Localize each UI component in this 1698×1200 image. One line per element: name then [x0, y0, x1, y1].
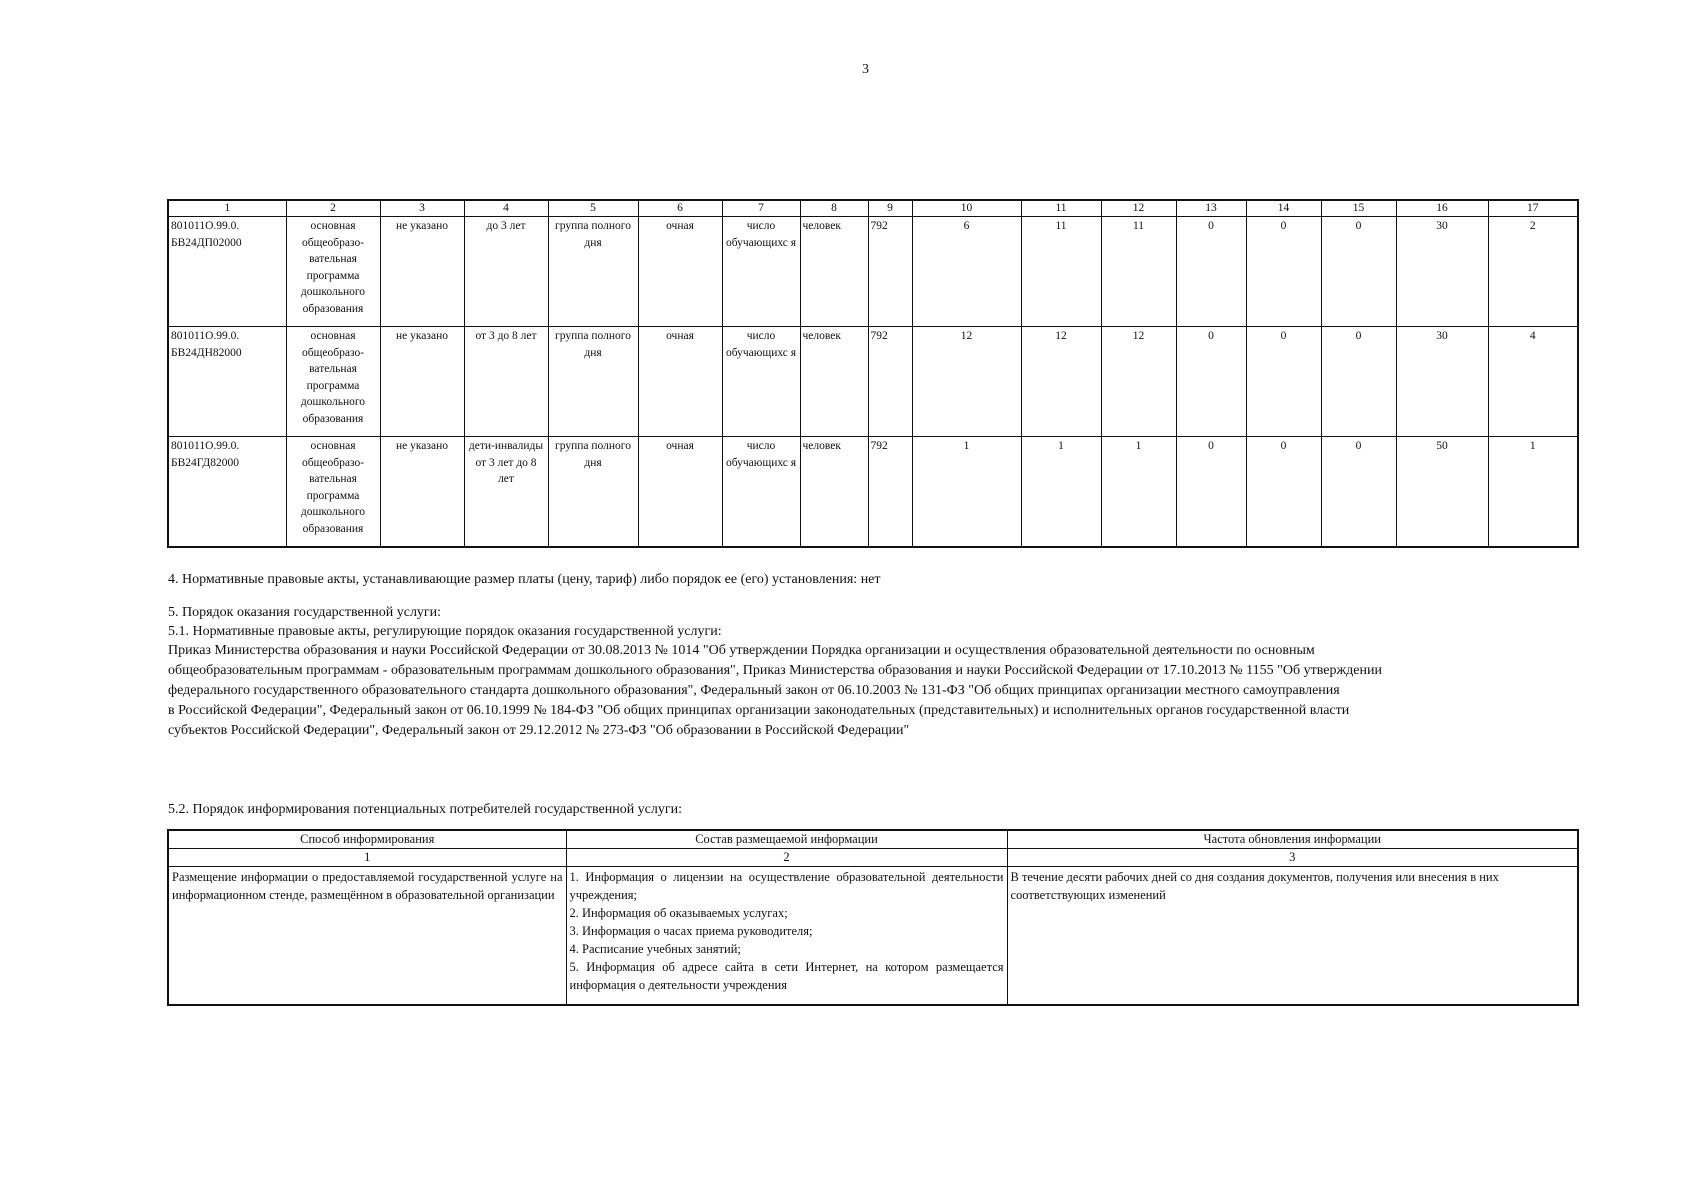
program-cell: основная общеобразо-вательная программа дошкольного образования [286, 327, 380, 437]
table-row [168, 437, 1578, 547]
table-cell: очная [638, 327, 722, 437]
table-cell: очная [638, 437, 722, 547]
col-number: 1 [168, 849, 566, 867]
body-line: общеобразовательным программам - образовательным программам дошкольного образования", Приказ Министерства образования и науки Российской Федерации от 17.10.2013 № 1155 "Об утверждении [168, 663, 1382, 678]
table-cell: человек [800, 327, 868, 437]
table-cell: 30 [1396, 217, 1488, 327]
body-line: в Российской Федерации", Федеральный закон от 06.10.1999 № 184-ФЗ "Об общих принципах организации законодательных (представительных) и исполнительных органов государственной власти [168, 703, 1350, 718]
col-number: 3 [1007, 849, 1578, 867]
registry-code-cell: 801011О.99.0. БВ24ГД82000 [168, 437, 286, 547]
table-cell: 11 [1101, 217, 1176, 327]
table-cell: 4 [1488, 327, 1578, 437]
list-item: 4. Расписание учебных занятий; [569, 942, 741, 956]
list-item: 5. Информация об адресе сайта в сети Интернет, на котором размещается информация о деятельности учреждения [569, 960, 1004, 992]
col-number: 2 [566, 849, 1007, 867]
table-cell: 1 [912, 437, 1021, 547]
table-cell: не указано [380, 217, 464, 327]
table-row [168, 217, 1578, 327]
table-cell: 30 [1396, 327, 1488, 437]
table-cell: от 3 до 8 лет [464, 327, 548, 437]
program-cell: основная общеобразо-вательная программа дошкольного образования [286, 437, 380, 547]
table-cell: 0 [1321, 437, 1396, 547]
section-5-1-title: 5.1. Нормативные правовые акты, регулирующие порядок оказания государственной услуги: [168, 624, 722, 639]
table-cell: 50 [1396, 437, 1488, 547]
col-header: 2 [286, 200, 380, 217]
table-cell: до 3 лет [464, 217, 548, 327]
table-cell: 2 [1488, 217, 1578, 327]
table-cell: 0 [1176, 437, 1246, 547]
list-item: 2. Информация об оказываемых услугах; [569, 906, 788, 920]
col-header: 13 [1176, 200, 1246, 217]
section-5-title: 5. Порядок оказания государственной услуги: [168, 605, 442, 620]
table-header-row [168, 830, 1578, 849]
list-item: 1. Информация о лицензии на осуществление образовательной деятельности учреждения; [569, 870, 1004, 902]
table-cell: человек [800, 437, 868, 547]
table-cell: 1 [1101, 437, 1176, 547]
section-5-2-title: 5.2. Порядок информирования потенциальных потребителей государственной услуги: [168, 802, 683, 817]
col-header: 11 [1021, 200, 1101, 217]
table-header-row [168, 200, 1578, 217]
table-cell: 1 [1488, 437, 1578, 547]
table-cell: 792 [868, 327, 912, 437]
table-cell: 6 [912, 217, 1021, 327]
table-cell: не указано [380, 327, 464, 437]
table-row [168, 327, 1578, 437]
table-cell: группа полного дня [548, 437, 638, 547]
table-cell: 0 [1176, 327, 1246, 437]
table-cell: дети-инвалиды от 3 лет до 8 лет [464, 437, 548, 547]
table-cell: группа полного дня [548, 217, 638, 327]
col-header: 8 [800, 200, 868, 217]
table-cell: очная [638, 217, 722, 327]
col-header: 4 [464, 200, 548, 217]
col-header: 17 [1488, 200, 1578, 217]
table-cell: 0 [1176, 217, 1246, 327]
table-cell: 0 [1246, 217, 1321, 327]
table-cell: 12 [912, 327, 1021, 437]
col-header: 5 [548, 200, 638, 217]
table-cell: группа полного дня [548, 327, 638, 437]
table-cell: не указано [380, 437, 464, 547]
table-cell: 11 [1021, 217, 1101, 327]
col-header: Состав размещаемой информации [566, 830, 1007, 849]
registry-code-cell: 801011О.99.0. БВ24ДН82000 [168, 327, 286, 437]
content-cell [566, 867, 1007, 1005]
col-header: 12 [1101, 200, 1176, 217]
service-volume-table [167, 199, 1579, 548]
section-4-text: 4. Нормативные правовые акты, устанавливающие размер платы (цену, тариф) либо порядок ее (его) установления: нет [168, 572, 881, 587]
table-cell: 0 [1321, 327, 1396, 437]
col-header: 9 [868, 200, 912, 217]
table-cell: 12 [1101, 327, 1176, 437]
col-header: 3 [380, 200, 464, 217]
page-number: 3 [862, 62, 869, 77]
col-header: 6 [638, 200, 722, 217]
col-header: 10 [912, 200, 1021, 217]
table-cell: число обучающихс я [722, 327, 800, 437]
body-line: Приказ Министерства образования и науки Российской Федерации от 30.08.2013 № 1014 "Об утверждении Порядка организации и осуществления образовательной деятельности по основным [168, 643, 1315, 658]
col-header: Частота обновления информации [1007, 830, 1578, 849]
section-5-1-body [168, 641, 1568, 741]
table-cell: 0 [1246, 327, 1321, 437]
table-cell: 792 [868, 217, 912, 327]
information-table [167, 829, 1579, 1006]
table-cell: 12 [1021, 327, 1101, 437]
table-cell: человек [800, 217, 868, 327]
body-line: субъектов Российской Федерации", Федеральный закон от 29.12.2012 № 273-ФЗ "Об образовании в Российской Федерации" [168, 723, 910, 738]
table-cell: число обучающихс я [722, 217, 800, 327]
list-item: 3. Информация о часах приема руководителя; [569, 924, 813, 938]
frequency-cell: В течение десяти рабочих дней со дня создания документов, получения или внесения в них соответствующих изменений [1007, 867, 1578, 1005]
col-header: 1 [168, 200, 286, 217]
table-cell: 1 [1021, 437, 1101, 547]
col-header: 7 [722, 200, 800, 217]
col-header: Способ информирования [168, 830, 566, 849]
col-header: 14 [1246, 200, 1321, 217]
col-header: 16 [1396, 200, 1488, 217]
program-cell: основная общеобразо-вательная программа дошкольного образования [286, 217, 380, 327]
table-cell: 792 [868, 437, 912, 547]
table-row [168, 867, 1578, 1005]
table-cell: 0 [1321, 217, 1396, 327]
col-header: 15 [1321, 200, 1396, 217]
method-cell: Размещение информации о предоставляемой государственной услуге на информационном стенде, размещённом в образовательной организации [168, 867, 566, 1005]
body-line: федерального государственного образовательного стандарта дошкольного образования", Федеральный закон от 06.10.2003 № 131-ФЗ "Об общих принципах организации местного самоуправления [168, 683, 1340, 698]
table-cell: 0 [1246, 437, 1321, 547]
table-number-row [168, 849, 1578, 867]
registry-code-cell: 801011О.99.0. БВ24ДП02000 [168, 217, 286, 327]
table-cell: число обучающихс я [722, 437, 800, 547]
